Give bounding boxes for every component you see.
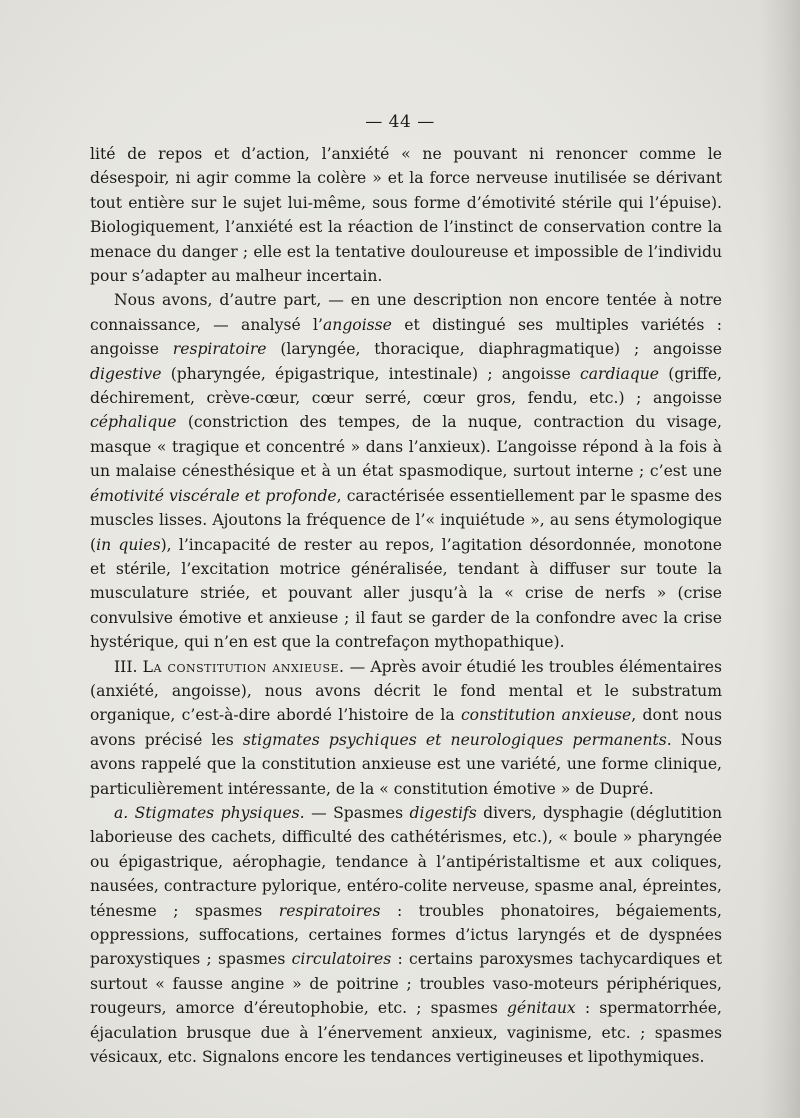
paragraph bbox=[90, 801, 722, 1069]
text-run: (laryngée, thoracique, diaphragmatique) ; angoisse bbox=[266, 340, 722, 359]
italic-term: a. Stigmates physiques. bbox=[114, 803, 305, 822]
text-run: : troubles phonatoires, bégaiements, oppressions, suffocations, certaines formes d’ictus laryngés et de dyspnées paroxystiques ; spasmes bbox=[90, 901, 722, 969]
italic-term: respiratoires bbox=[278, 901, 381, 920]
text-run: : certains paroxysmes tachycardiques et surtout « fausse angine » de poitrine ; troubles vaso-moteurs périphériques, rougeurs, amorce d’éreutophobie, etc. ; spasmes bbox=[90, 950, 722, 1018]
text-run: III. bbox=[114, 657, 143, 676]
italic-term: respiratoire bbox=[172, 340, 267, 359]
italic-term: constitution anxieuse bbox=[460, 706, 632, 725]
italic-term: circulatoires bbox=[291, 950, 392, 969]
text-run: divers, dysphagie (déglutition laborieuse des cachets, difficulté des cathétérismes, etc.), « boule » pharyngée ou épigastrique, aérophagie, tendance à l’antipéristaltisme et aux coliques, nausées, contracture pylorique, entéro-colite nerveuse, spasme anal, épreintes, ténesme ; spasmes bbox=[90, 803, 722, 920]
paragraph bbox=[90, 655, 722, 801]
italic-term: angoisse bbox=[322, 315, 392, 334]
text-run: ), l’incapacité de rester au repos, l’agitation désordonnée, monotone et stérile, l’excitation motrice généralisée, tendant à diffuser sur toute la musculature striée, et pouvant aller jusqu’à la « crise de nerfs » (crise convulsive émotive et anxieuse ; il faut se garder de la confondre avec la crise hystérique, qui n’en est que la contrefaçon mythopathique). bbox=[90, 535, 722, 652]
text-run: , caractérisée essentiellement par le spasme des muscles lisses. Ajoutons la fréquence de l’« inquiétude », au sens étymologique ( bbox=[90, 486, 722, 554]
paragraph bbox=[90, 142, 722, 288]
italic-term: stigmates psychiques et neurologiques permanents bbox=[242, 730, 667, 749]
page-number: — 44 — bbox=[365, 112, 435, 132]
italic-term: cardiaque bbox=[579, 364, 659, 383]
italic-term: génitaux bbox=[507, 999, 576, 1018]
italic-term: émotivité viscérale et profonde bbox=[90, 486, 337, 505]
text-run: — Après avoir étudié les troubles élémentaires (anxiété, angoisse), nous avons décrit le fond mental et le substratum organique, c’est-à-dire abordé l’histoire de la bbox=[90, 657, 722, 725]
body-text bbox=[90, 142, 722, 1069]
page-edge-shadow bbox=[760, 0, 800, 1118]
text-run: (pharyngée, épigastrique, intestinale) ; angoisse bbox=[161, 364, 580, 383]
italic-term: céphalique bbox=[90, 413, 177, 432]
section-heading: La constitution anxieuse. bbox=[142, 657, 345, 676]
italic-term: digestifs bbox=[409, 803, 477, 822]
text-run: — Spasmes bbox=[304, 803, 410, 822]
text-run: : spermatorrhée, éjaculation brusque due à l’énervement anxieux, vaginisme, etc. ; spasmes vésicaux, etc. Signalons encore les tendances vertigineuses et lipothymiques. bbox=[90, 999, 722, 1067]
text-run: Nous avons, d’autre part, — en une description non encore tentée à notre connaissance, — analysé l’ bbox=[90, 291, 722, 334]
paragraph bbox=[90, 288, 722, 654]
text-run: , dont nous avons précisé les bbox=[90, 706, 723, 749]
text-run: . Nous avons rappelé que la constitution anxieuse est une variété, une forme clinique, particulièrement intéressante, de la « constitution émotive » de Dupré. bbox=[90, 730, 723, 798]
italic-term: in quies bbox=[96, 535, 161, 554]
italic-term: digestive bbox=[90, 364, 162, 383]
text-run: et distingué ses multiples variétés : angoisse bbox=[90, 315, 723, 359]
text-run: (constriction des tempes, de la nuque, contraction du visage, masque « tragique et concentré » dans l’anxieux). L’angoisse répond à la fois à un malaise cénesthésique et à un état spasmodique, surtout interne ; c’est une bbox=[90, 413, 722, 481]
text-run: (griffe, déchirement, crève-cœur, cœur serré, cœur gros, fendu, etc.) ; angoisse bbox=[90, 364, 723, 408]
text-run: lité de repos et d’action, l’anxiété « ne pouvant ni renoncer comme le désespoir, ni agir comme la colère » et la force nerveuse inutilisée se dérivant tout entière sur le sujet lui-même, sous forme d’émotivité stérile qui l’épuise). Biologiquement, l’anxiété est la réaction de l’instinct de conservation contre la menace du danger ; elle est la tentative douloureuse et impossible de l’individu pour s’adapter au malheur incertain. bbox=[90, 145, 722, 286]
